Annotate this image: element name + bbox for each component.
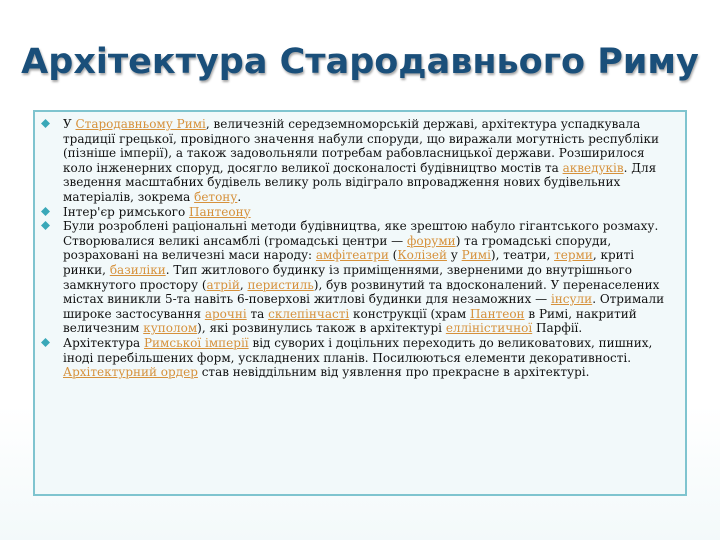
body-text: ), театри, <box>490 248 555 263</box>
body-text: Були розроблені раціональні методи будівництва, яке зрештою набуло гігантського розмаху. Створювалися великі ансамблі (громадські центри — <box>63 219 659 248</box>
slide-title: Архітектура Стародавнього Риму <box>21 42 699 82</box>
hyperlink[interactable]: Стародавньому Римі <box>75 117 206 131</box>
bullet-item <box>63 219 677 336</box>
hyperlink[interactable]: куполом <box>143 321 198 336</box>
diamond-bullet-icon <box>41 119 50 128</box>
body-text: . Для зведення масштабних будівель велику роль відіграло впровадження нових будівельних матеріалів, зокрема <box>63 160 657 204</box>
hyperlink[interactable]: Колізей <box>397 248 447 263</box>
hyperlink[interactable]: перистиль <box>247 277 314 292</box>
body-text: , величезній середземноморській державі, архітектура успадкувала традиції грецької, провідного значення набули споруди, що виражали могутність республіки (пізніше імперії), а також задовольняли потребам рабовласницької держави. Розширилося коло інженерних споруд, досягло великої досконалості будівництво мостів та <box>63 117 659 175</box>
body-text: ) та громадські споруди, розраховані на величезні маси народу: <box>63 233 612 263</box>
body-text: став невіддільним від уявлення про прекрасне в архітектурі. <box>197 365 590 380</box>
bullet-item <box>63 336 677 380</box>
hyperlink[interactable]: бетону <box>194 189 238 204</box>
content-box <box>33 110 687 496</box>
hyperlink[interactable]: інсули <box>550 292 593 307</box>
body-text: Інтер'єр римського <box>63 204 189 219</box>
hyperlink[interactable]: акведуків <box>562 160 624 175</box>
hyperlink[interactable]: атрій <box>206 277 240 292</box>
hyperlink[interactable]: склепінчасті <box>268 306 350 321</box>
hyperlink[interactable]: еллiністичної <box>445 321 533 336</box>
hyperlink[interactable]: форуми <box>406 233 456 248</box>
bullet-item <box>63 117 677 205</box>
bullet-list <box>63 117 677 380</box>
hyperlink[interactable]: Пантеон <box>469 306 525 321</box>
diamond-bullet-icon <box>41 207 50 216</box>
hyperlink[interactable]: Архітектурний ордер <box>63 365 198 380</box>
body-text: ( <box>388 248 398 263</box>
body-text: та <box>246 306 269 321</box>
body-text: . Отримали широке застосування <box>63 292 665 321</box>
body-text: . Тип житлового будинку із приміщеннями, зверненими до внутрішнього замкнутого простору ( <box>63 262 633 292</box>
body-text: ), був розвинутий та вдосконалений. У перенаселених містах виникли 5-та навіть 6-поверхові житлові будинки для незаможних — <box>63 277 660 307</box>
hyperlink[interactable]: Римі <box>461 248 491 263</box>
hyperlink[interactable]: базиліки <box>109 262 166 277</box>
hyperlink[interactable]: амфітеатри <box>315 248 389 263</box>
bullet-item <box>63 205 677 220</box>
body-text: , <box>239 277 248 292</box>
body-text: Парфії. <box>532 321 583 336</box>
body-text: . <box>237 189 242 204</box>
hyperlink[interactable]: Пантеону <box>189 204 251 219</box>
body-text: в Римі, накритий величезним <box>63 306 637 336</box>
diamond-bullet-icon <box>41 221 50 230</box>
body-text: від суворих і доцільних переходить до великоватових, пишних, іноді перебільшених форм, ускладнених планів. Посилюються елементи декоративності. <box>63 335 653 365</box>
hyperlink[interactable]: Римської імперії <box>143 335 249 350</box>
hyperlink[interactable]: арочні <box>204 306 247 321</box>
body-text: у <box>446 248 462 263</box>
hyperlink[interactable]: терми <box>554 248 593 263</box>
diamond-bullet-icon <box>41 338 50 347</box>
body-text: ), які розвинулись також в архітектурі <box>197 321 446 336</box>
body-text: конструкції (храм <box>349 306 470 321</box>
body-text: У <box>63 117 76 131</box>
body-text: , криті ринки, <box>63 248 635 277</box>
body-text: Архітектура <box>63 335 144 350</box>
